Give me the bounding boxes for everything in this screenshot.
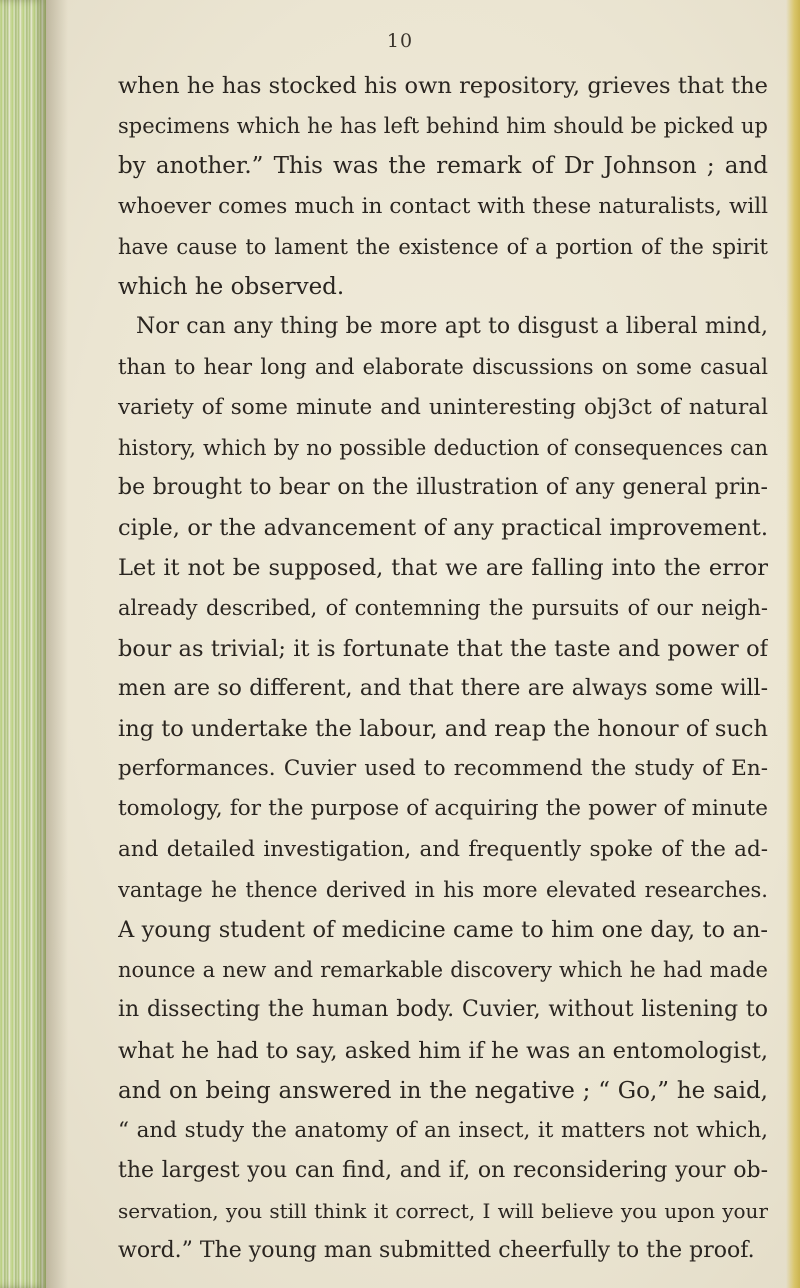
paragraph-start-line: Nor can any thing be more apt to disgust a liberal mind, [136,314,768,340]
text-line: men are so different, and that there are always some will- [118,675,768,701]
text-line: in dissecting the human body. Cuvier, without listening to [118,997,768,1023]
gutter-shadow [46,0,68,1288]
text-line: word.” The young man submitted cheerfully to the proof. [118,1238,755,1264]
text-line: specimens which he has left behind him should be picked up [118,114,768,139]
text-line: when he has stocked his own repository, grieves that the [118,73,768,99]
page-number: 10 [386,30,414,52]
text-line: variety of some minute and uninteresting obj3ct of natural [118,394,768,420]
body-text [118,66,768,1272]
text-line: ciple, or the advancement of any practical improvement. [118,515,768,542]
text-line: which he observed. [118,273,345,300]
text-line: history, which by no possible deduction of consequences can [118,435,768,460]
text-line: “ and study the anatomy of an insect, it matters not which, [118,1117,768,1143]
text-line: Let it not be supposed, that we are falling into the error [118,555,768,582]
page-fore-edge [786,0,800,1288]
text-line: servation, you still think it correct, I will believe you upon your [118,1199,768,1224]
text-line: and detailed investigation, and frequently spoke of the ad- [118,836,768,862]
text-line: by another.” This was the remark of Dr Johnson ; and [118,153,768,180]
text-line: ing to undertake the labour, and reap the honour of such [118,716,768,742]
text-line: nounce a new and remarkable discovery which he had made [118,958,768,983]
text-line: whoever comes much in contact with these naturalists, will [118,193,768,219]
text-line: A young student of medicine came to him one day, to an- [118,916,768,943]
text-line: be brought to bear on the illustration of any general prin- [118,474,768,500]
text-line: the largest you can find, and if, on reconsidering your ob- [118,1158,768,1184]
text-line: vantage he thence derived in his more elevated researches. [118,877,768,902]
text-line: have cause to lament the existence of a portion of the spirit [118,234,768,259]
text-line: than to hear long and elaborate discussions on some casual [118,355,768,380]
text-line: what he had to say, asked him if he was an entomologist, [118,1037,768,1064]
text-line: tomology, for the purpose of acquiring the power of minute [118,796,768,822]
text-line: and on being answered in the negative ; “ Go,” he said, [118,1077,768,1104]
text-line: performances. Cuvier used to recommend the study of En- [118,756,768,782]
text-line: bour as trivial; it is fortunate that the taste and power of [118,635,768,662]
binding-gutter [0,0,46,1288]
text-line: already described, of contemning the pursuits of our neigh- [118,596,768,621]
